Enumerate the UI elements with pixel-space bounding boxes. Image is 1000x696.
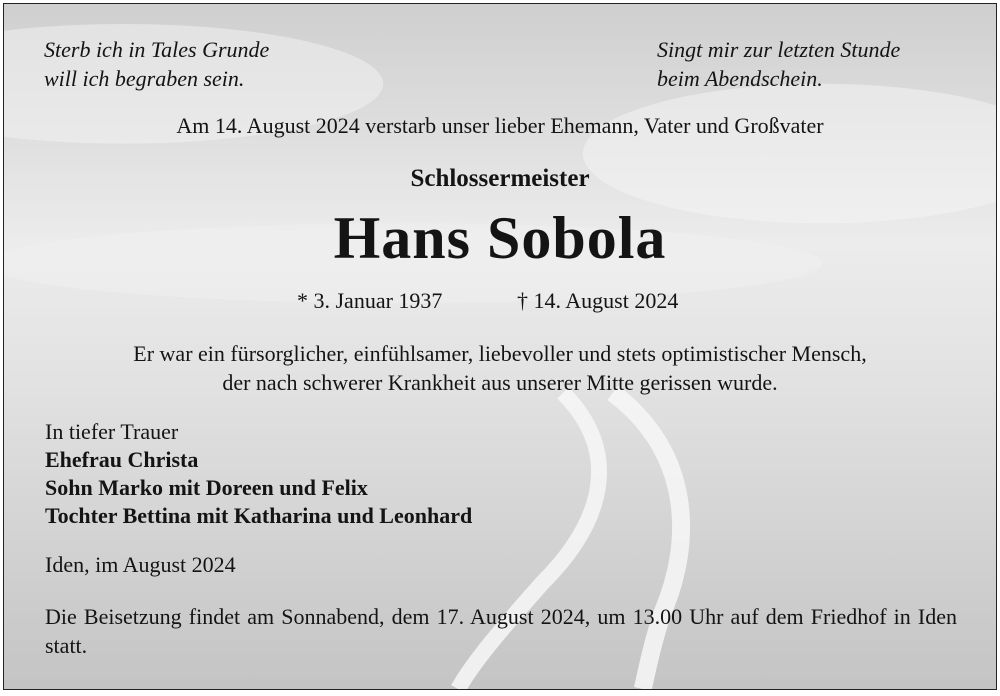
- mourner-2: Sohn Marko mit Doreen und Felix: [45, 475, 368, 500]
- place-date: Iden, im August 2024: [45, 552, 236, 577]
- verse-left-line-2: will ich begraben sein.: [44, 66, 245, 91]
- description-line-2: der nach schwerer Krankheit aus unserer Mitte gerissen wurde.: [222, 370, 778, 395]
- mourners-block: [45, 418, 472, 530]
- mourner-3: Tochter Bettina mit Katharina und Leonhard: [45, 503, 473, 528]
- mourner-1: Ehefrau Christa: [45, 447, 199, 472]
- intro-line: Am 14. August 2024 verstarb unser lieber Ehemann, Vater und Großvater: [176, 113, 824, 138]
- death-date: † 14. August 2024: [517, 288, 679, 313]
- description: [4, 339, 996, 397]
- verse-right-line-2: beim Abendschein.: [657, 66, 823, 91]
- description-line-1: Er war ein fürsorglicher, einfühlsamer, liebevoller und stets optimistischer Mensch,: [133, 341, 867, 366]
- obituary-card: [3, 3, 997, 690]
- funeral-notice: Die Beisetzung findet am Sonnabend, dem 17. August 2024, um 13.00 Uhr auf dem Friedhof in Iden statt.: [45, 604, 957, 658]
- birth-date: * 3. Januar 1937: [297, 288, 443, 313]
- verse-right-line-1: Singt mir zur letzten Stunde: [657, 37, 901, 62]
- verse-right: [657, 35, 900, 93]
- deceased-name: Hans Sobola: [333, 205, 667, 271]
- mourning-heading: In tiefer Trauer: [45, 419, 179, 444]
- profession-title: Schlossermeister: [410, 165, 590, 192]
- verse-left-line-1: Sterb ich in Tales Grunde: [44, 37, 270, 62]
- verse-left: [44, 35, 269, 93]
